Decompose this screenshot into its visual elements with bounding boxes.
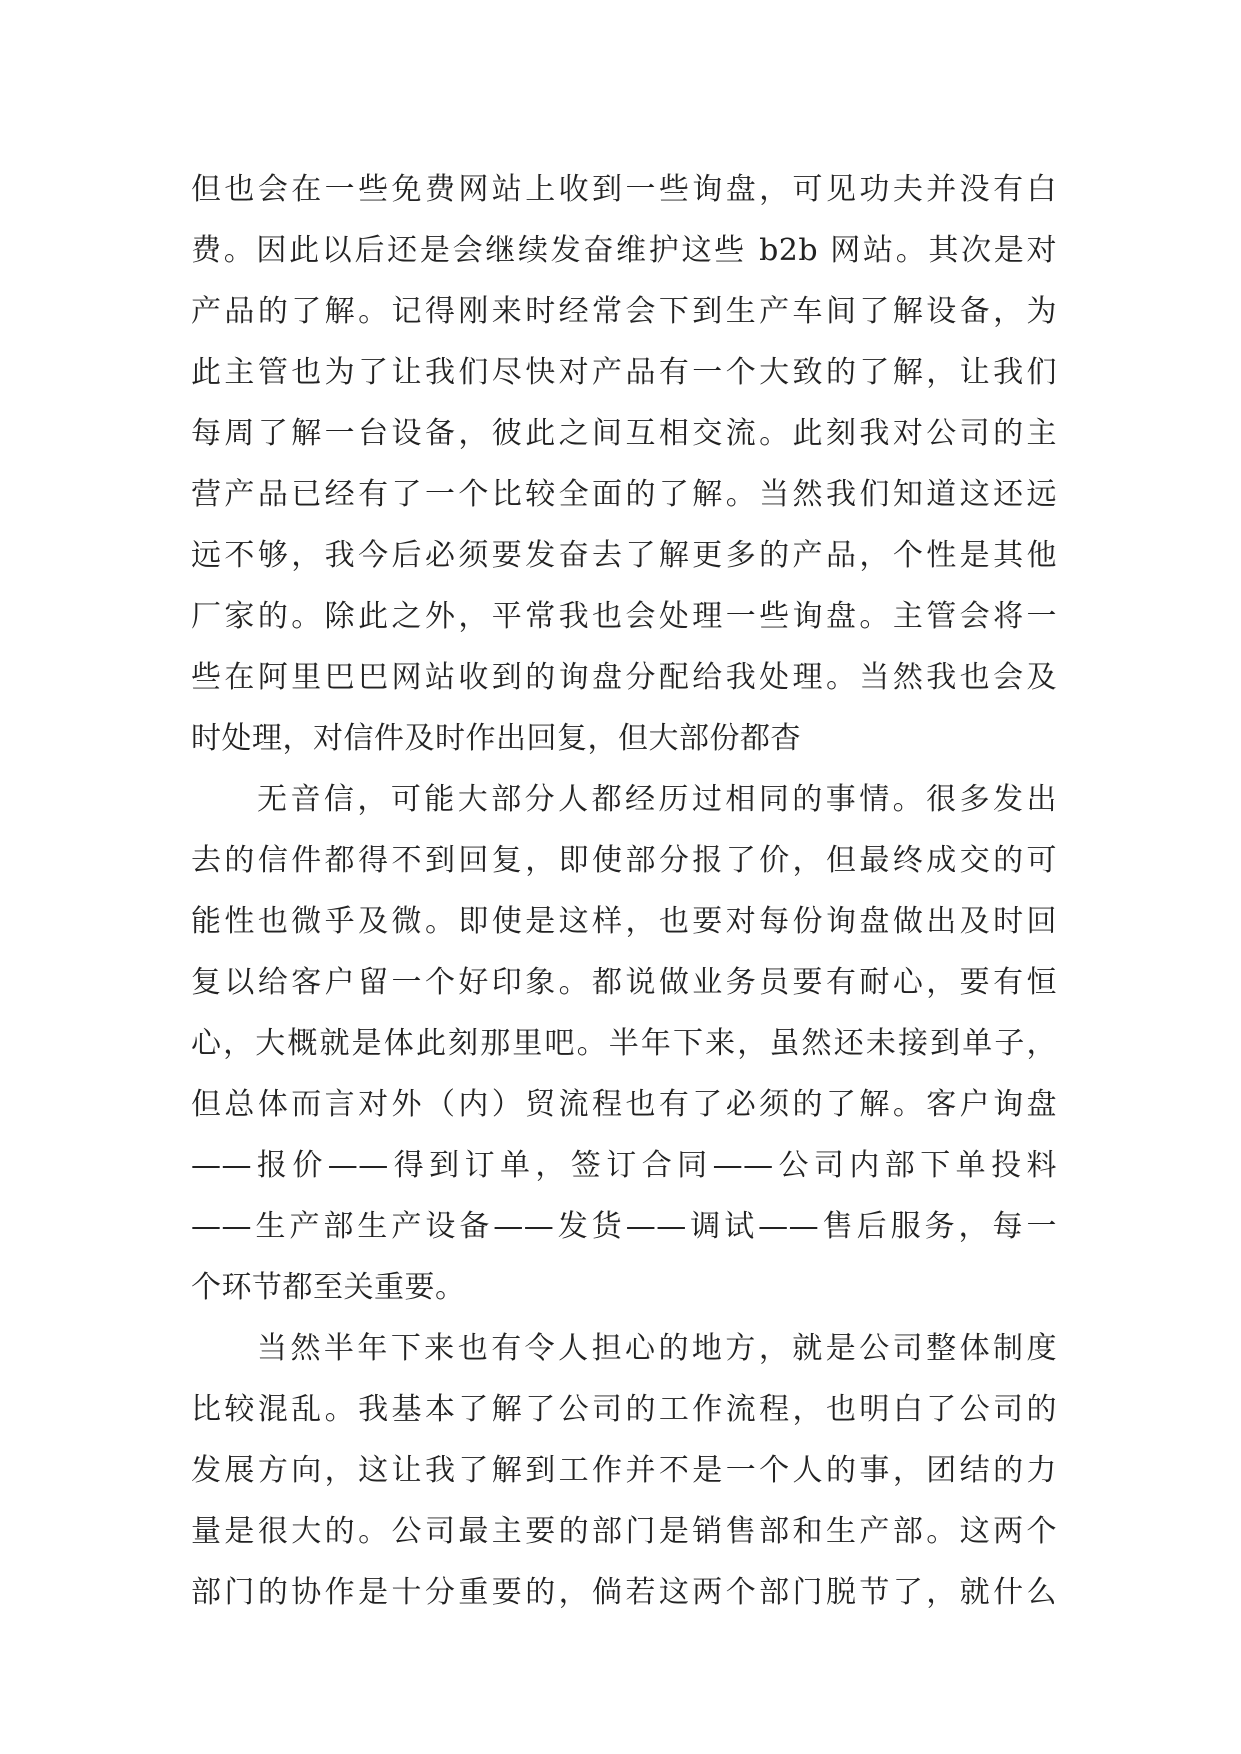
text-line: 量是很大的。公司最主要的部门是销售部和生产部。这两个 [191,1514,1057,1549]
text-line: 厂家的。除此之外，平常我也会处理一些询盘。主管会将一 [191,599,1057,634]
text-line: 发展方向，这让我了解到工作并不是一个人的事，团结的力 [191,1453,1057,1488]
text-line: 此主管也为了让我们尽快对产品有一个大致的了解，让我们 [191,355,1057,390]
text-line: 复以给客户留一个好印象。都说做业务员要有耐心，要有恒 [191,965,1057,1000]
text-line: 营产品已经有了一个比较全面的了解。当然我们知道这还远 [191,477,1057,512]
text-line: ——报价——得到订单，签订合同——公司内部下单投料 [191,1148,1057,1183]
text-line: 个环节都至关重要。 [191,1270,466,1305]
paragraph-first-line: 当然半年下来也有令人担心的地方，就是公司整体制度 [257,1331,1057,1366]
text-line: 产品的了解。记得刚来时经常会下到生产车间了解设备，为 [191,294,1057,329]
paragraph-first-line: 无音信，可能大部分人都经历过相同的事情。很多发出 [257,782,1057,817]
body-text [191,159,1057,1623]
text-line: 时处理，对信件及时作出回复，但大部份都杳 [191,721,801,756]
text-line: 去的信件都得不到回复，即使部分报了价，但最终成交的可 [191,843,1057,878]
text-line: 能性也微乎及微。即使是这样，也要对每份询盘做出及时回 [191,904,1057,939]
text-line: 部门的协作是十分重要的，倘若这两个部门脱节了，就什么 [191,1575,1057,1610]
text-line: ——生产部生产设备——发货——调试——售后服务，每一 [191,1209,1057,1244]
text-line: 些在阿里巴巴网站收到的询盘分配给我处理。当然我也会及 [191,660,1057,695]
text-line: 每周了解一台设备，彼此之间互相交流。此刻我对公司的主 [191,416,1057,451]
text-line: 心，大概就是体此刻那里吧。半年下来，虽然还未接到单子， [191,1026,1057,1061]
text-line: 费。因此以后还是会继续发奋维护这些 b2b 网站。其次是对 [191,233,1057,268]
text-line: 但也会在一些免费网站上收到一些询盘，可见功夫并没有白 [191,172,1057,207]
text-line: 但总体而言对外（内）贸流程也有了必须的了解。客户询盘 [191,1087,1057,1122]
text-line: 比较混乱。我基本了解了公司的工作流程，也明白了公司的 [191,1392,1057,1427]
text-line: 远不够，我今后必须要发奋去了解更多的产品，个性是其他 [191,538,1057,573]
